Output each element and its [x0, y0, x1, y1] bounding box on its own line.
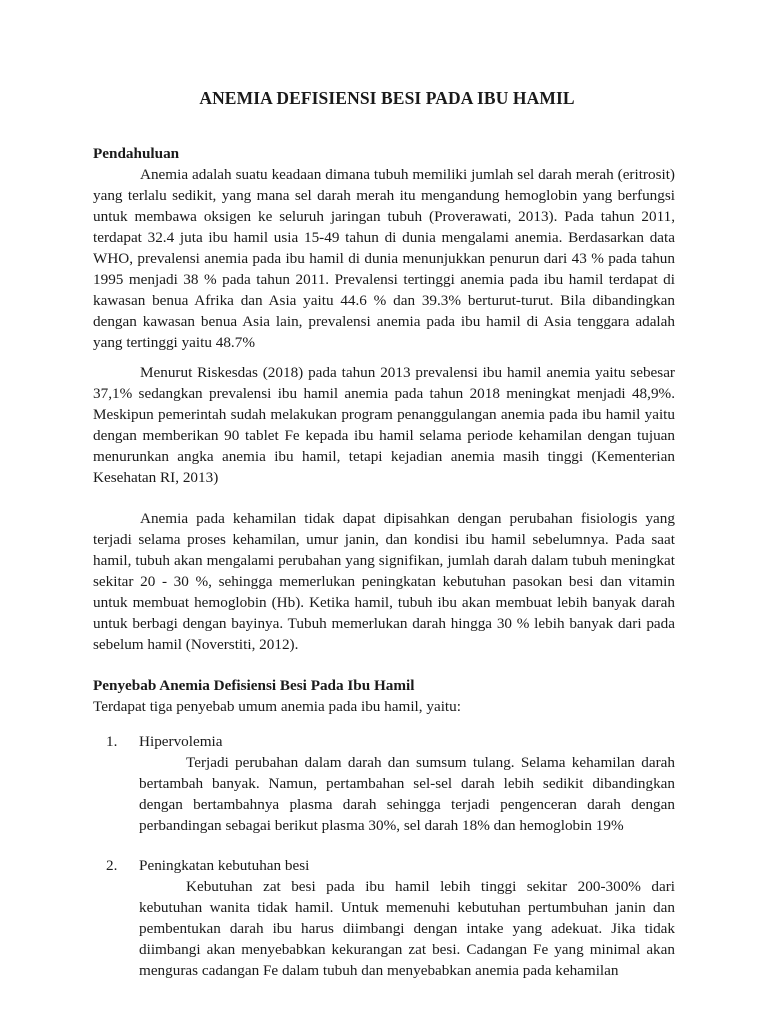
cause-item-text: Kebutuhan zat besi pada ibu hamil lebih tinggi sekitar 200-300% dari kebutuhan wanita tidak hamil. Untuk memenuhi kebutuhan pertumbuhan janin dan pembentukan darah ibu harus diimbangi dengan intake yang adekuat. Jika tidak diimbangi akan menyebabkan kekurangan zat besi. Cadangan Fe yang minimal akan menguras cadangan Fe dalam tubuh dan menyebabkan anemia pada kehamilan: [139, 878, 675, 979]
cause-item-text: Terjadi perubahan dalam darah dan sumsum tulang. Selama kehamilan darah bertambah banyak. Namun, pertambahan sel-sel darah lebih sedikit dibandingkan dengan bertambahnya plasma darah sehingga terjadi pengenceran darah dengan perbandingan sebagai berikut plasma 30%, sel darah 18% dan hemoglobin 19%: [139, 754, 675, 834]
intro-paragraph-3: Anemia pada kehamilan tidak dapat dipisahkan dengan perubahan fisiologis yang terjadi selama proses kehamilan, umur janin, dan kondisi ibu hamil sebelumnya. Pada saat hamil, tubuh akan mengalami perubahan yang signifikan, jumlah darah dalam tubuh meningkat sekitar 20 - 30 %, sehingga memerlukan peningkatan kebutuhan pasokan besi dan vitamin untuk membuat hemoglobin (Hb). Ketika hamil, tubuh ibu akan membuat lebih banyak darah untuk berbagi dengan bayinya. Tubuh memerlukan darah hingga 30 % lebih banyak dari pada sebelum hamil (Noverstiti, 2012).: [93, 510, 675, 653]
causes-list: [93, 731, 675, 981]
cause-item-hipervolemia: [93, 731, 675, 836]
cause-item-title: Hipervolemia: [139, 733, 223, 750]
intro-paragraph-1: Anemia adalah suatu keadaan dimana tubuh memiliki jumlah sel darah merah (eritrosit) yang terlalu sedikit, yang mana sel darah merah itu mengandung hemoglobin yang berfungsi untuk membawa oksigen ke seluruh jaringan tubuh (Proverawati, 2013). Pada tahun 2011, terdapat 32.4 juta ibu hamil usia 15-49 tahun di dunia mengalami anemia. Berdasarkan data WHO, prevalensi anemia pada ibu hamil di dunia menunjukkan penurun dari 43 % pada tahun 1995 menjadi 38 % pada tahun 2011. Prevalensi tertinggi anemia pada ibu hamil terdapat di kawasan benua Afrika dan Asia yaitu 44.6 % dan 39.3% berturut-turut. Bila dibandingkan dengan kawasan benua Asia lain, prevalensi anemia pada ibu hamil di Asia tenggara adalah yang tertinggi yaitu 48.7%: [93, 166, 675, 351]
document-title: ANEMIA DEFISIENSI BESI PADA IBU HAMIL: [199, 88, 575, 108]
cause-item-title: Peningkatan kebutuhan besi: [139, 857, 310, 874]
intro-paragraph-2: Menurut Riskesdas (2018) pada tahun 2013 prevalensi ibu hamil anemia yaitu sebesar 37,1% sedangkan prevalensi ibu hamil anemia pada tahun 2018 meningkat menjadi 48,9%. Meskipun pemerintah sudah melakukan program penanggulangan anemia pada ibu hamil yaitu dengan memberikan 90 tablet Fe kepada ibu hamil selama periode kehamilan dengan tujuan menurunkan angka anemia ibu hamil, tetapi kejadian anemia masih tinggi (Kementerian Kesehatan RI, 2013): [93, 364, 675, 486]
causes-lead: Terdapat tiga penyebab umum anemia pada ibu hamil, yaitu:: [93, 698, 461, 715]
document-page: [93, 86, 675, 981]
cause-item-number: 2.: [106, 857, 118, 874]
cause-item-kebutuhan-besi: [93, 855, 675, 981]
intro-heading: Pendahuluan: [93, 145, 180, 162]
cause-item-number: 1.: [106, 733, 118, 750]
causes-heading: Penyebab Anemia Defisiensi Besi Pada Ibu Hamil: [93, 677, 415, 694]
